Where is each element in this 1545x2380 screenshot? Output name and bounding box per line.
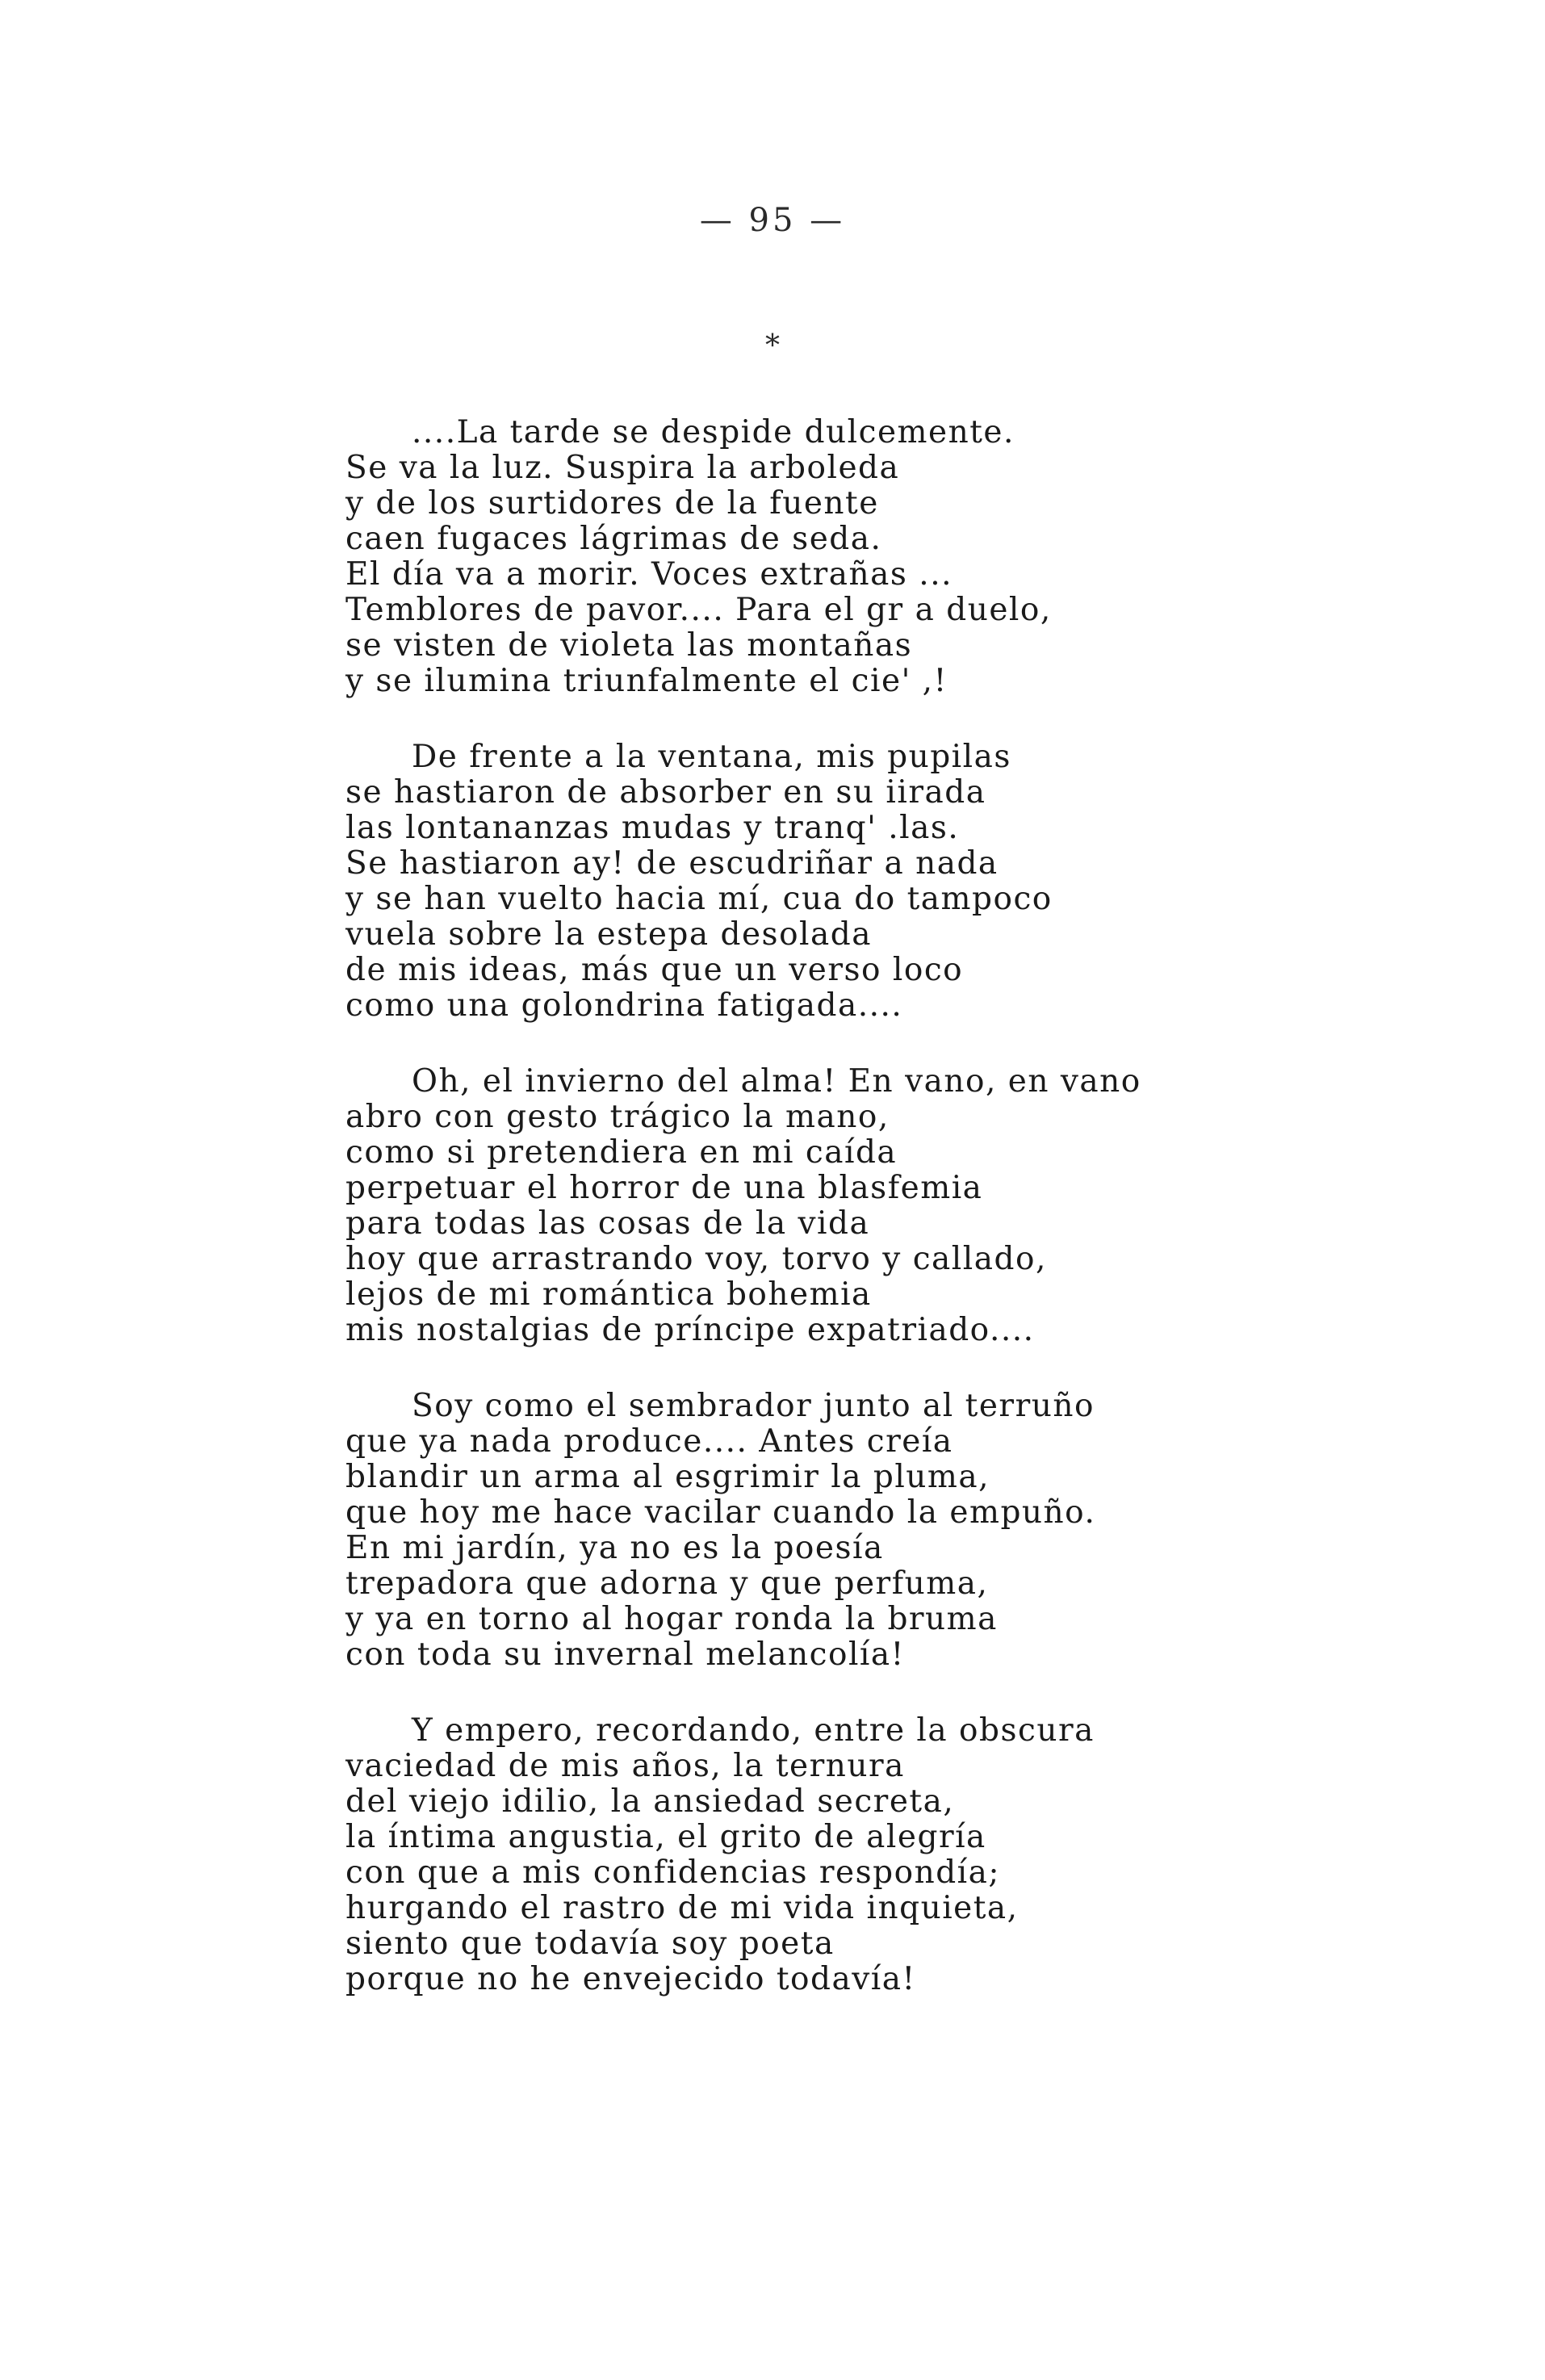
verse-line: con toda su invernal melancolía! xyxy=(345,1636,905,1673)
verse-line: las lontananzas mudas y tranq' .las. xyxy=(345,810,960,846)
verse-line: En mi jardín, ya no es la poesía xyxy=(345,1530,884,1566)
verse-line: lejos de mi romántica bohemia xyxy=(345,1276,872,1313)
verse-line: como si pretendiera en mi caída xyxy=(345,1134,898,1171)
stanza-2 xyxy=(345,740,1508,1024)
stanza-4 xyxy=(345,1389,1508,1673)
verse-line: hurgando el rastro de mi vida inquieta, xyxy=(345,1890,1019,1926)
verse-line: ....La tarde se despide dulcemente. xyxy=(412,414,1015,450)
verse-line: con que a mis confidencias respondía; xyxy=(345,1854,1001,1891)
verse-line: vaciedad de mis años, la ternura xyxy=(345,1748,905,1784)
verse-line: como una golondrina fatigada.... xyxy=(345,987,903,1024)
section-separator: * xyxy=(765,329,780,362)
stanza-5 xyxy=(345,1713,1508,1997)
page-number: — 95 — xyxy=(699,202,846,239)
verse-line: Se va la luz. Suspira la arboleda xyxy=(345,450,900,486)
verse-line: Se hastiaron ay! de escudriñar a nada xyxy=(345,845,999,882)
verse-line: porque no he envejecido todavía! xyxy=(345,1961,916,1997)
stanza-1 xyxy=(345,415,1508,699)
verse-line: y de los surtidores de la fuente xyxy=(345,485,879,522)
poem xyxy=(345,415,1508,2038)
stanza-3 xyxy=(345,1064,1508,1348)
verse-line: Soy como el sembrador junto al terruño xyxy=(412,1388,1095,1424)
verse-line: siento que todavía soy poeta xyxy=(345,1925,835,1962)
verse-line: se visten de violeta las montañas xyxy=(345,627,913,664)
verse-line: perpetuar el horror de una blasfemia xyxy=(345,1170,983,1206)
verse-line: Y empero, recordando, entre la obscura xyxy=(412,1712,1095,1749)
verse-line: El día va a morir. Voces extrañas ... xyxy=(345,556,953,593)
verse-line: trepadora que adorna y que perfuma, xyxy=(345,1565,989,1602)
verse-line: Oh, el invierno del alma! En vano, en vano xyxy=(412,1063,1141,1100)
verse-line: se hastiaron de absorber en su iirada xyxy=(345,774,986,811)
verse-line: mis nostalgias de príncipe expatriado.... xyxy=(345,1312,1035,1348)
verse-line: y se han vuelto hacia mí, cua do tampoco xyxy=(345,881,1053,917)
verse-line: blandir un arma al esgrimir la pluma, xyxy=(345,1459,990,1495)
verse-line: abro con gesto trágico la mano, xyxy=(345,1099,890,1135)
verse-line: vuela sobre la estepa desolada xyxy=(345,916,872,953)
verse-line: caen fugaces lágrimas de seda. xyxy=(345,521,882,557)
verse-line: Temblores de pavor.... Para el gr a duelo, xyxy=(345,592,1052,628)
verse-line: la íntima angustia, el grito de alegría xyxy=(345,1819,986,1855)
verse-line: que ya nada produce.... Antes creía xyxy=(345,1423,953,1460)
verse-line: y se ilumina triunfalmente el cie' ,! xyxy=(345,663,948,699)
verse-line: que hoy me hace vacilar cuando la empuño. xyxy=(345,1494,1096,1531)
verse-line: y ya en torno al hogar ronda la bruma xyxy=(345,1601,998,1637)
verse-line: De frente a la ventana, mis pupilas xyxy=(412,739,1011,775)
verse-line: hoy que arrastrando voy, torvo y callado, xyxy=(345,1241,1047,1277)
verse-line: para todas las cosas de la vida xyxy=(345,1205,870,1242)
verse-line: del viejo idilio, la ansiedad secreta, xyxy=(345,1783,955,1820)
verse-line: de mis ideas, más que un verso loco xyxy=(345,952,964,988)
